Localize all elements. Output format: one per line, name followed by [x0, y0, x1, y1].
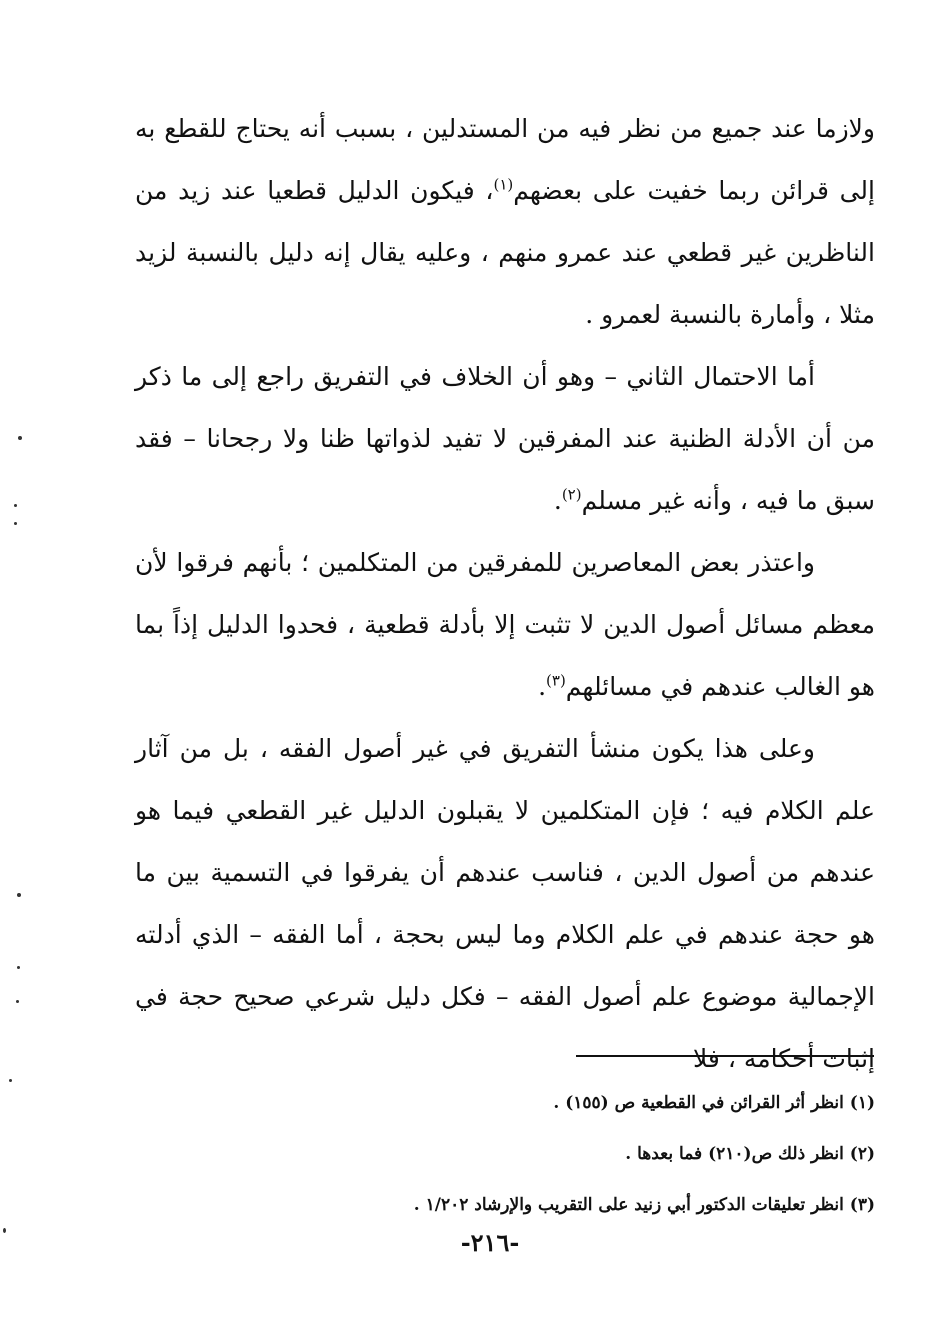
scan-speck	[17, 966, 20, 969]
paragraph-3-text: واعتذر بعض المعاصرين للمفرقين من المتكلمين ؛ بأنهم فرقوا لأن معظم مسائل أصول الدين لا تثبت إلا بأدلة قطعية ، فحدوا الدليل إذاً بما هو الغالب عندهم في مسائلهم	[135, 548, 875, 701]
paragraph-1-text: ولازما عند جميع من نظر فيه من المستدلين ، بسبب أنه يحتاج للقطع به إلى قرائن ربما خفيت على بعضهم	[135, 114, 875, 205]
paragraph-2	[135, 346, 875, 532]
scan-speck	[17, 893, 21, 897]
scan-speck	[16, 1000, 19, 1003]
footnote-2: (٢) انظر ذلك ص(٢١٠) فما بعدها .	[625, 1144, 875, 1164]
scan-speck	[14, 504, 17, 507]
footnote-ref-3: (٣)	[546, 671, 566, 690]
scan-speck	[3, 1228, 6, 1233]
scan-speck	[18, 436, 22, 440]
footnote-1: (١) انظر أثر القرائن في القطعية ص (١٥٥) .	[553, 1093, 875, 1113]
paragraph-2-text: أما الاحتمال الثاني – وهو أن الخلاف في التفريق راجع إلى ما ذكر من أن الأدلة الظنية عند المفرقين لا تفيد لذواتها ظنا ولا رجحانا – فقد سبق ما فيه ، وأنه غير مسلم	[135, 362, 875, 515]
footnote-ref-2: (٢)	[561, 485, 582, 504]
paragraph-4	[135, 718, 875, 1090]
main-text	[135, 98, 875, 1090]
paragraph-4-text: وعلى هذا يكون منشأ التفريق في غير أصول الفقه ، بل من آثار علم الكلام فيه ؛ فإن المتكلمين لا يقبلون الدليل غير القطعي فيما هو عندهم من أصول الدين ، فناسب عندهم أن يفرقوا في التسمية بين ما هو حجة عندهم في علم الكلام وما ليس بحجة ، أما الفقه – الذي أدلته الإجمالية موضوع علم أصول الفقه – فكل دليل شرعي صحيح حجة في إثبات أحكامه ، فلا	[135, 734, 875, 1073]
paragraph-3-text-continued: .	[538, 672, 547, 701]
footnote-3: (٣) انظر تعليقات الدكتور أبي زنيد على التقريب والإرشاد ١/٢٠٢ .	[413, 1195, 875, 1215]
paragraph-1-text-continued: ، فيكون الدليل قطعيا عند زيد من الناظرين غير قطعي عند عمرو منهم ، وعليه يقال إنه دليل بالنسبة لزيد مثلا ، وأمارة بالنسبة لعمرو .	[135, 176, 875, 329]
scan-speck	[9, 1079, 12, 1082]
footnote-ref-1: (١)	[493, 175, 514, 194]
footnotes	[300, 1078, 875, 1231]
footnote-separator	[576, 1055, 874, 1057]
scan-speck	[14, 522, 17, 525]
paragraph-3	[135, 532, 875, 718]
paragraph-2-text-continued: .	[553, 486, 562, 515]
paragraph-1	[135, 98, 875, 346]
page-number: -٢١٦-	[460, 1228, 520, 1257]
